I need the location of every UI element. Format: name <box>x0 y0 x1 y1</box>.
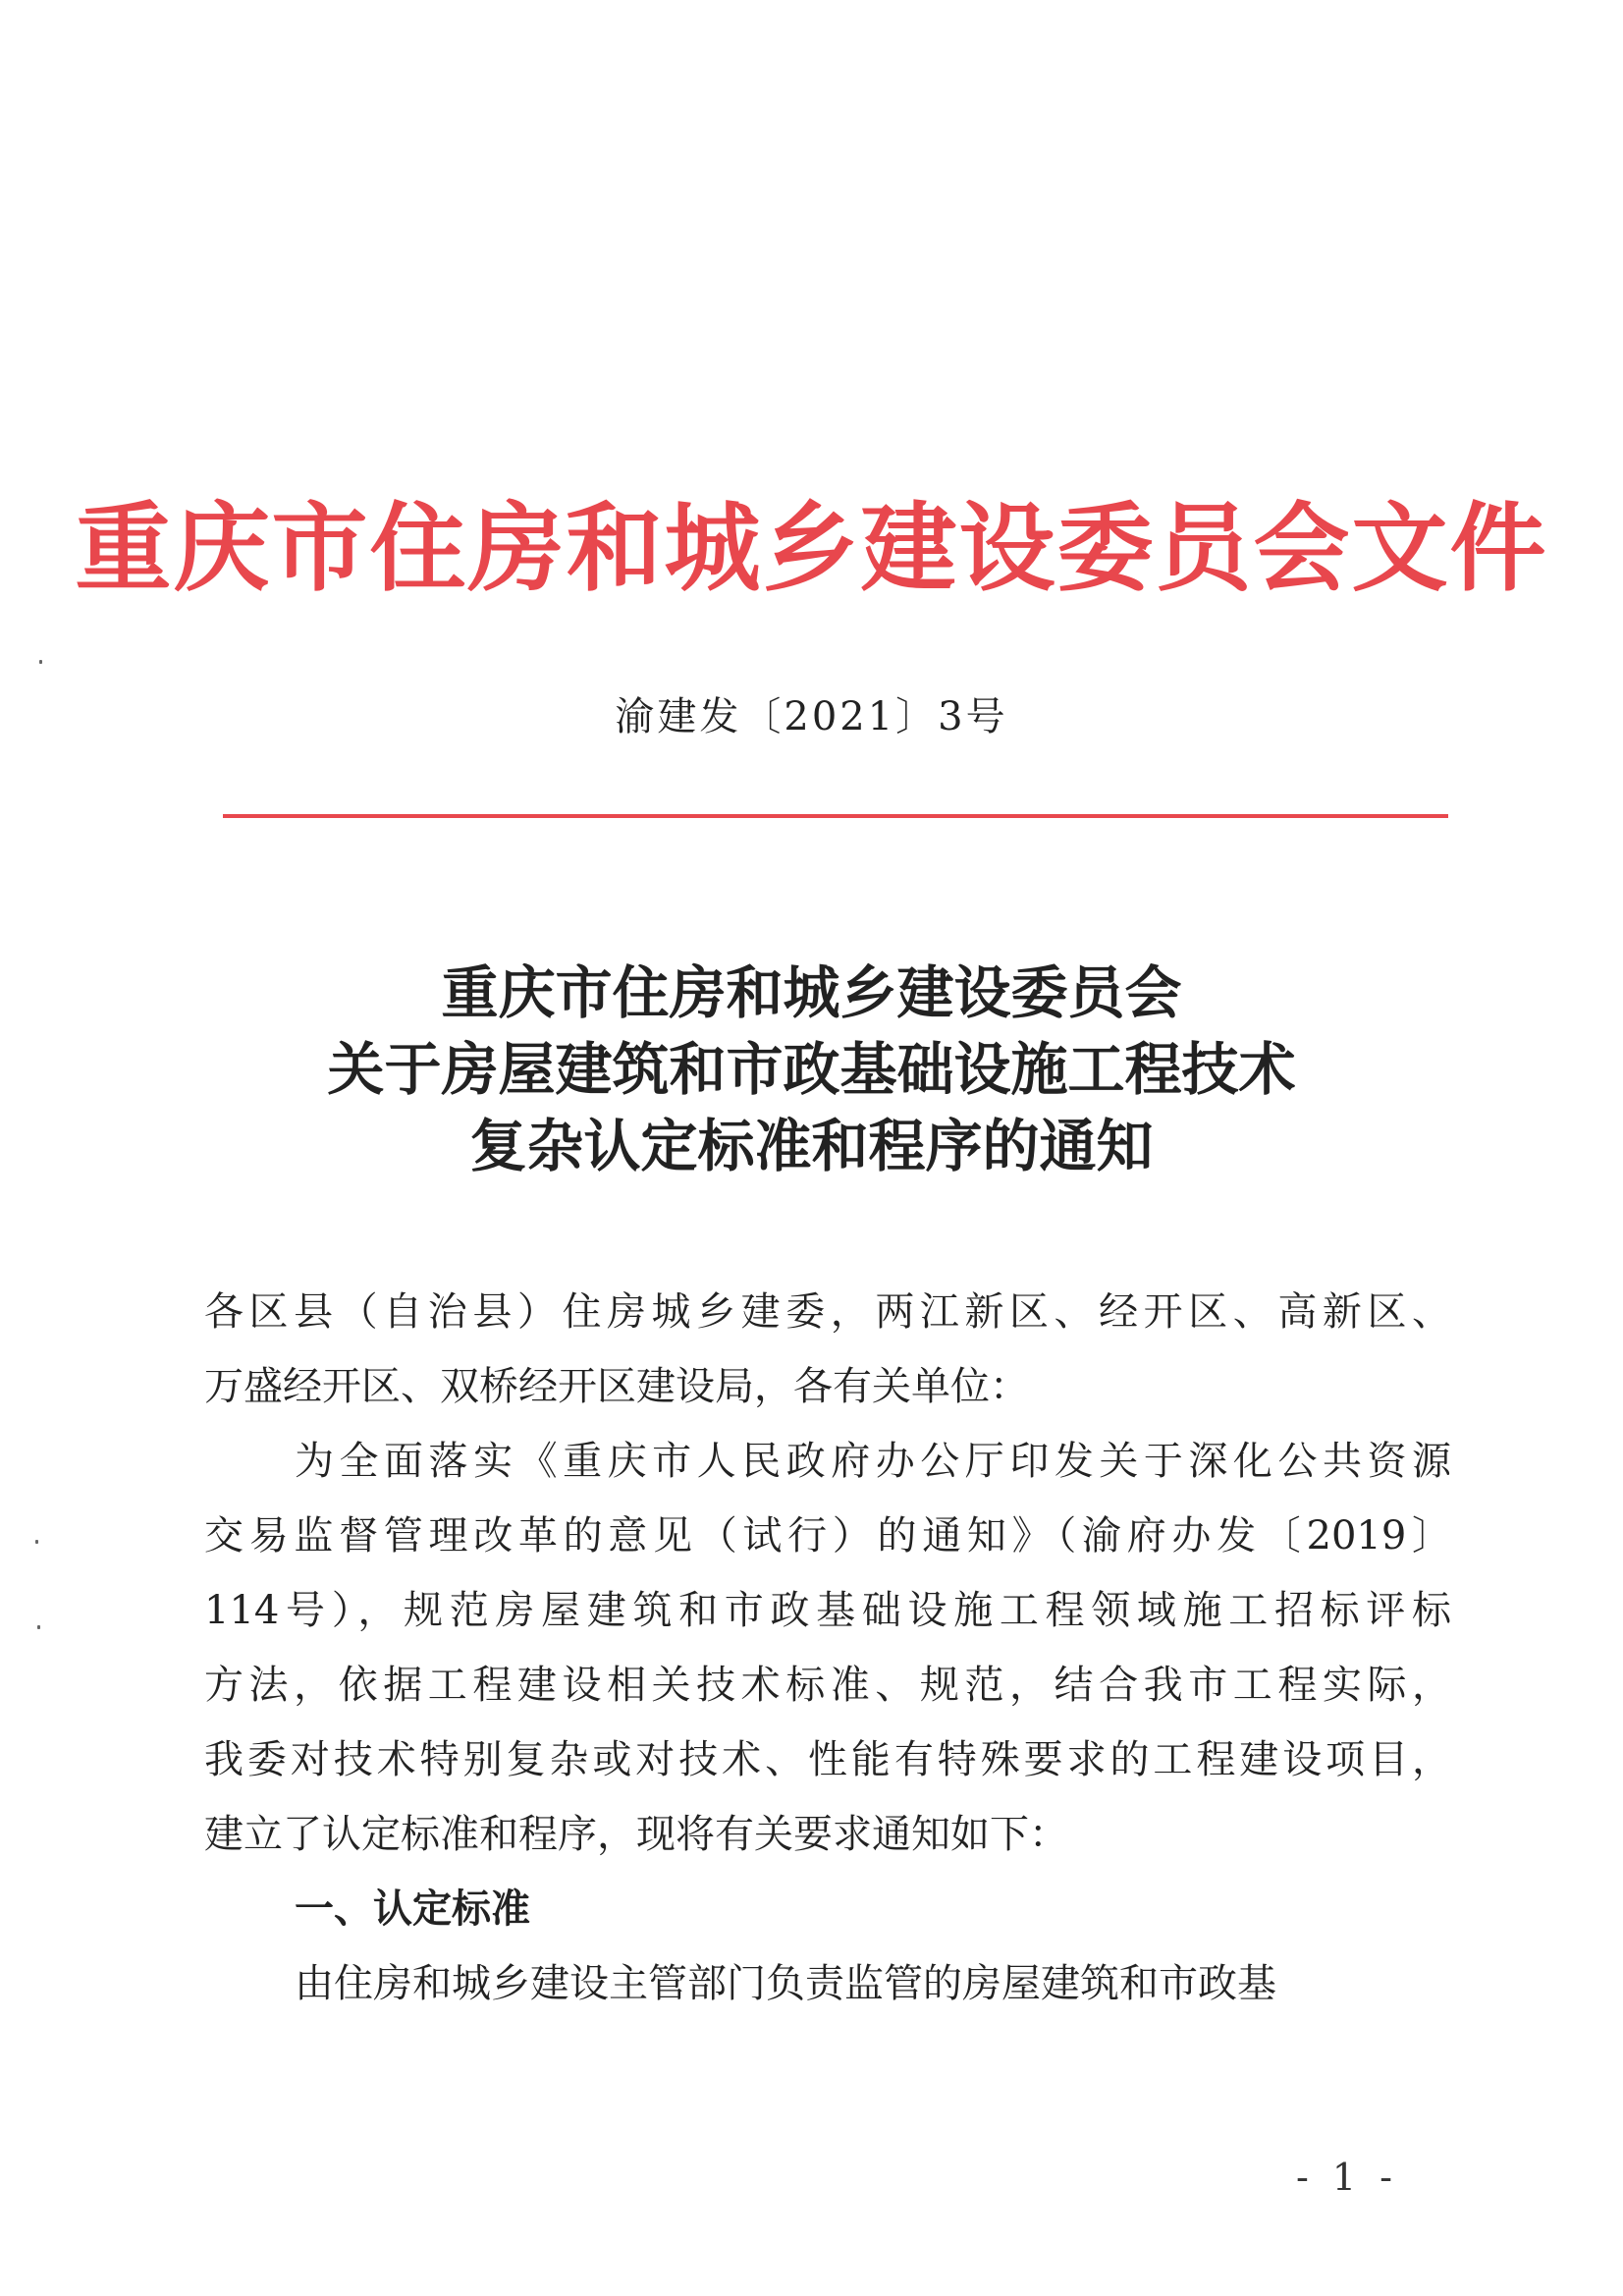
red-separator-line <box>223 814 1448 818</box>
issuer-header-title: 重庆市住房和城乡建设委员会文件 <box>75 493 1548 605</box>
body-text <box>204 1275 1451 2021</box>
section-heading: 一、认定标准 <box>295 1886 530 1932</box>
notice-title <box>0 955 1623 1184</box>
recipients-line: 万盛经开区、双桥经开区建设局，各有关单位： <box>204 1364 1029 1409</box>
scan-speck <box>39 660 42 664</box>
paragraph-line: 114号），规范房屋建筑和市政基础设施工程领域施工招标评标 <box>204 1588 1451 1633</box>
notice-title-line: 复杂认定标准和程序的通知 <box>469 1113 1154 1179</box>
notice-title-line: 关于房屋建筑和市政基础设施工程技术 <box>327 1036 1296 1103</box>
paragraph-line: 为全面落实《重庆市人民政府办公厅印发关于深化公共资源 <box>295 1439 1451 1484</box>
paragraph-line: 建立了认定标准和程序，现将有关要求通知如下： <box>204 1812 1068 1857</box>
paragraph-line: 我委对技术特别复杂或对技术、性能有特殊要求的工程建设项目， <box>204 1737 1451 1782</box>
page-number: - 1 - <box>1296 2156 1399 2199</box>
scan-speck <box>35 1540 38 1544</box>
scan-speck <box>37 1625 40 1629</box>
section-text-line: 由住房和城乡建设主管部门负责监管的房屋建筑和市政基 <box>295 1961 1276 2006</box>
paragraph-line: 方法，依据工程建设相关技术标准、规范，结合我市工程实际， <box>204 1663 1451 1708</box>
notice-title-line: 重庆市住房和城乡建设委员会 <box>441 959 1182 1026</box>
recipients-line: 各区县（自治县）住房城乡建委，两江新区、经开区、高新区、 <box>204 1289 1451 1335</box>
document-number: 渝建发〔2021〕3号 <box>615 694 1008 739</box>
paragraph-line: 交易监督管理改革的意见（试行）的通知》（渝府办发〔2019〕 <box>204 1513 1451 1558</box>
